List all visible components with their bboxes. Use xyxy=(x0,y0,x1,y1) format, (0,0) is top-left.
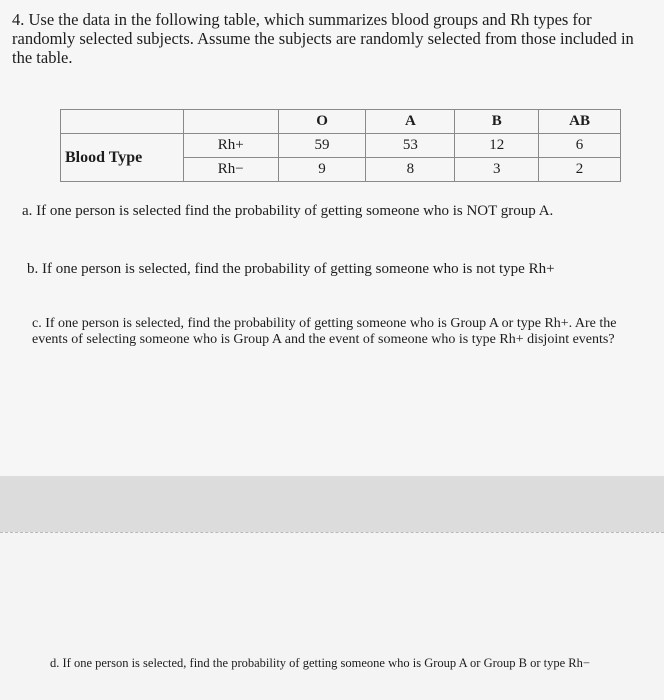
table-cell: 3 xyxy=(455,158,539,182)
table-header-row xyxy=(61,110,621,134)
table-cell: 2 xyxy=(539,158,621,182)
table-row-label: Blood Type xyxy=(61,134,184,182)
table-header-o: O xyxy=(278,110,366,134)
table-row xyxy=(61,134,621,158)
question-part-a: a. If one person is selected find the probability of getting someone who is NOT group A. xyxy=(22,203,554,219)
question-part-d: d. If one person is selected, find the probability of getting someone who is Group A or Group B or type Rh− xyxy=(50,656,590,670)
table-cell-empty xyxy=(61,110,184,134)
blood-type-table xyxy=(60,109,621,182)
table-cell-empty xyxy=(183,110,278,134)
table-header-a: A xyxy=(366,110,455,134)
question-intro: 4. Use the data in the following table, which summarizes blood groups and Rh types for randomly selected subjects. Assume the subjects are randomly selected from those included in the table. xyxy=(12,10,634,67)
table-cell: 6 xyxy=(539,134,621,158)
table-cell: 8 xyxy=(366,158,455,182)
table-cell-rh: Rh− xyxy=(183,158,278,182)
table-cell: 53 xyxy=(366,134,455,158)
page-gap-band xyxy=(0,476,664,532)
table-cell-rh: Rh+ xyxy=(183,134,278,158)
table-header-ab: AB xyxy=(539,110,621,134)
question-part-c: c. If one person is selected, find the probability of getting someone who is Group A or type Rh+. Are the events of selecting someone who is Group A and the event of someone who is type Rh+ disjoint events? xyxy=(32,316,617,347)
question-part-b: b. If one person is selected, find the probability of getting someone who is not type Rh+ xyxy=(27,261,555,277)
table-cell: 12 xyxy=(455,134,539,158)
worksheet-page-bottom xyxy=(0,533,664,700)
table-cell: 9 xyxy=(278,158,366,182)
table-header-b: B xyxy=(455,110,539,134)
table-cell: 59 xyxy=(278,134,366,158)
